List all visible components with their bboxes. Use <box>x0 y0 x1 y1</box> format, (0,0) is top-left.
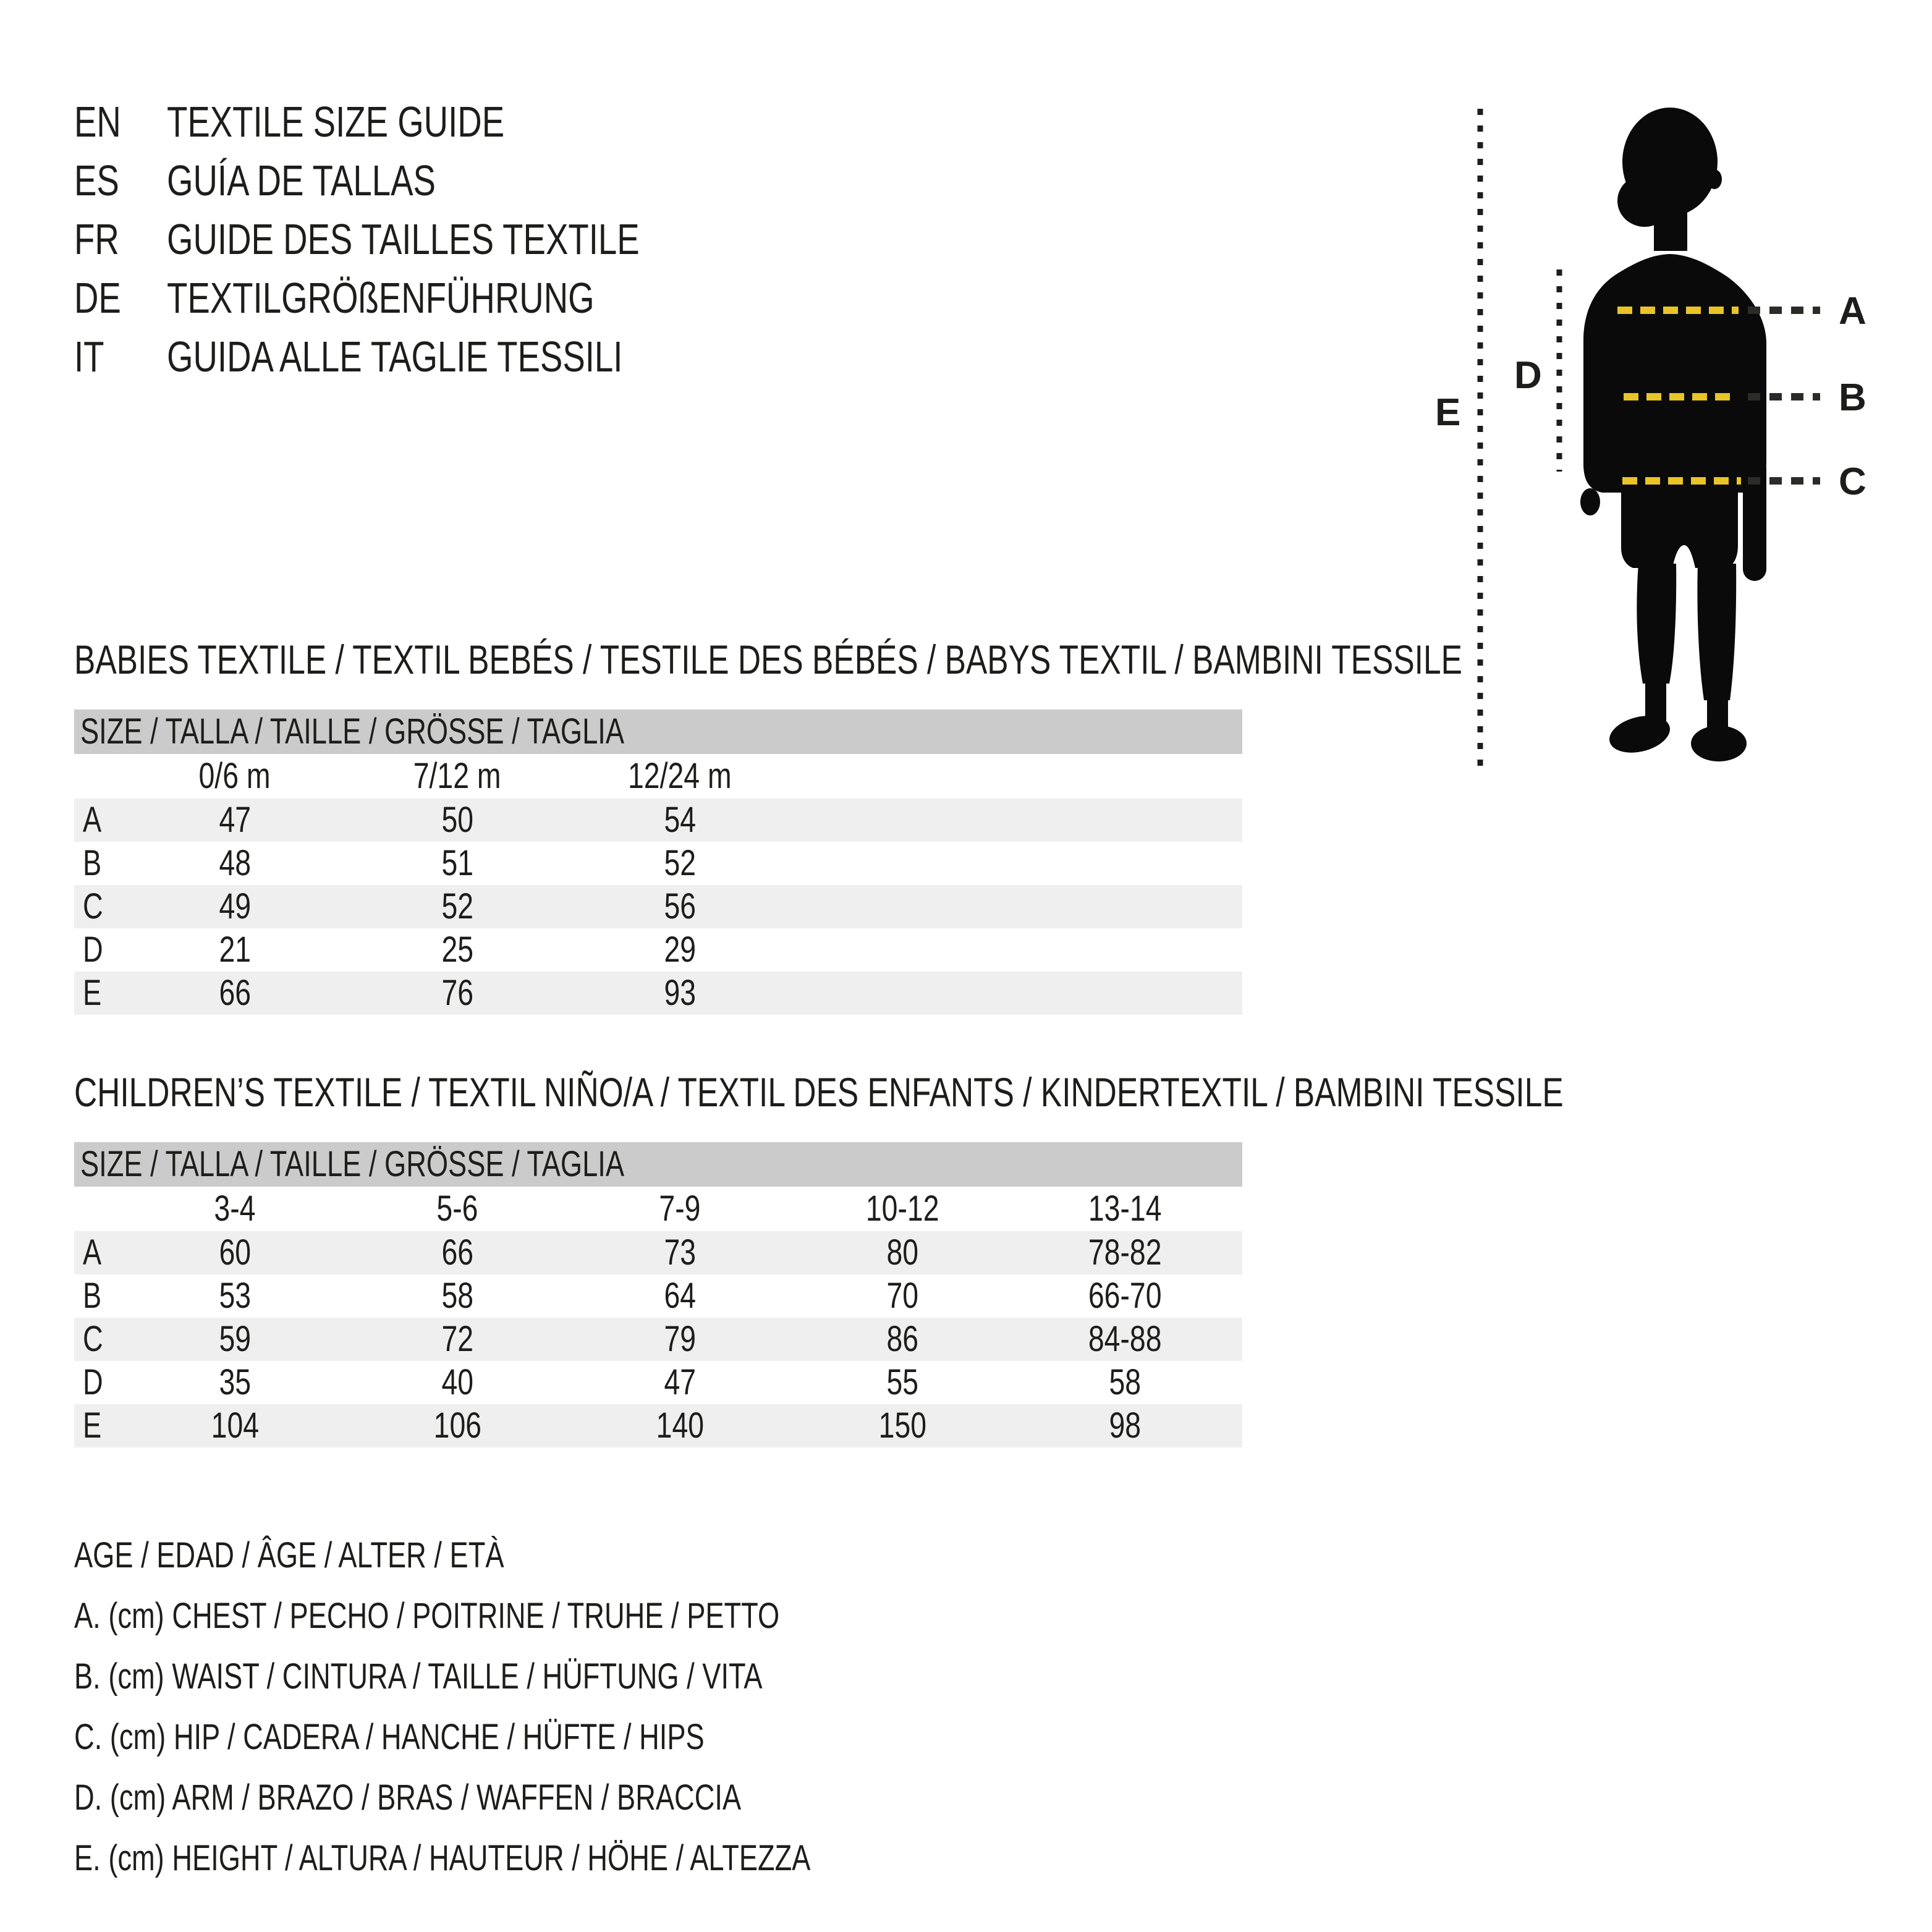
language-code-text: ES <box>74 156 119 205</box>
size-value-text: 21 <box>219 930 251 970</box>
legend-line <box>74 1768 1019 1828</box>
row-label-text: C <box>83 1319 103 1359</box>
table-row <box>74 1361 1242 1404</box>
size-value <box>569 1231 791 1274</box>
legend-line <box>74 1586 1019 1646</box>
table-row <box>74 842 1242 885</box>
size-value <box>346 972 569 1015</box>
column-header <box>569 754 791 799</box>
column-header <box>1014 1187 1236 1231</box>
size-value <box>569 1361 791 1404</box>
size-value-text: 80 <box>886 1232 918 1273</box>
children-table-header-bar <box>74 1142 1242 1187</box>
size-value-text: 25 <box>441 930 473 970</box>
size-value-text: 73 <box>664 1232 696 1273</box>
language-title <box>167 210 773 269</box>
size-value-text: 98 <box>1109 1405 1141 1446</box>
size-value <box>346 842 569 885</box>
row-label-text: A <box>83 800 102 840</box>
size-value <box>569 1318 791 1361</box>
row-label-text: E <box>83 973 102 1013</box>
language-title <box>167 328 773 386</box>
size-value-text: 50 <box>441 800 473 840</box>
language-title <box>167 151 773 210</box>
column-header <box>124 754 346 799</box>
language-code-text: IT <box>74 333 104 381</box>
babies-table-header-text: SIZE / TALLA / TAILLE / GRÖSSE / TAGLIA <box>80 711 625 752</box>
legend-line-text: AGE / EDAD / ÂGE / ALTER / ETÀ <box>74 1535 504 1575</box>
language-title-list <box>74 93 773 386</box>
babies-table-header-bar <box>74 710 1242 754</box>
size-value-text: 70 <box>886 1276 918 1316</box>
size-value <box>346 1404 569 1447</box>
size-value-text: 86 <box>886 1319 918 1359</box>
size-value <box>346 1318 569 1361</box>
row-label-text: D <box>83 1362 103 1402</box>
size-value <box>346 928 569 972</box>
children-table-rows <box>74 1231 1242 1447</box>
size-value <box>346 1361 569 1404</box>
size-value <box>791 1361 1014 1404</box>
size-value-text: 66-70 <box>1088 1276 1162 1316</box>
legend-line-text: C. (cm) HIP / CADERA / HANCHE / HÜFTE / HIPS <box>74 1717 705 1757</box>
size-value-text: 76 <box>441 973 473 1013</box>
row-label <box>74 799 124 842</box>
size-value <box>1014 1361 1236 1404</box>
column-header-text: 10-12 <box>865 1188 939 1229</box>
babies-section-title-text: BABIES TEXTILE / TEXTIL BEBÉS / TESTILE DES BÉBÉS / BABYS TEXTIL / BAMBINI TESSILE <box>74 637 1462 682</box>
arm-measure-line-d <box>1514 269 1559 472</box>
language-code-text: FR <box>74 215 119 263</box>
size-value-text: 47 <box>219 800 251 840</box>
row-label <box>74 928 124 972</box>
size-value-text: 35 <box>219 1362 251 1402</box>
column-header-text: 0/6 m <box>198 756 271 796</box>
size-value-text: 72 <box>441 1319 473 1359</box>
column-header <box>124 1187 346 1231</box>
size-value-text: 150 <box>878 1405 926 1446</box>
legend-line <box>74 1828 1019 1889</box>
size-value <box>124 972 346 1015</box>
column-header-text: 3-4 <box>214 1188 256 1229</box>
size-value <box>1014 1274 1236 1318</box>
language-title-text: GUÍA DE TALLAS <box>167 156 436 205</box>
size-value-text: 52 <box>664 843 696 883</box>
table-row <box>74 928 1242 972</box>
size-value-text: 59 <box>219 1319 251 1359</box>
size-value-text: 104 <box>211 1405 259 1446</box>
table-row <box>74 799 1242 842</box>
size-value-text: 140 <box>656 1405 704 1446</box>
size-value <box>791 1231 1014 1274</box>
column-header-text: 7-9 <box>659 1188 701 1229</box>
measure-label-a: A <box>1839 290 1866 333</box>
row-label <box>74 1318 124 1361</box>
size-value <box>346 1231 569 1274</box>
row-label <box>74 1361 124 1404</box>
table-row <box>74 1404 1242 1447</box>
size-value <box>124 928 346 972</box>
measure-label-e: E <box>1435 391 1461 434</box>
language-title-text: GUIDE DES TAILLES TEXTILE <box>167 215 640 263</box>
size-value <box>124 1318 346 1361</box>
size-value-text: 47 <box>664 1362 696 1402</box>
children-table-header-text: SIZE / TALLA / TAILLE / GRÖSSE / TAGLIA <box>80 1144 625 1184</box>
size-value <box>124 885 346 928</box>
legend-line-text: B. (cm) WAIST / CINTURA / TAILLE / HÜFTUNG / VITA <box>74 1656 763 1697</box>
size-value <box>346 885 569 928</box>
legend-line-text: A. (cm) CHEST / PECHO / POITRINE / TRUHE / PETTO <box>74 1596 780 1636</box>
language-title-text: GUIDA ALLE TAGLIE TESSILI <box>167 333 623 381</box>
size-value <box>791 1404 1014 1447</box>
size-value-text: 56 <box>664 886 696 926</box>
size-value-text: 49 <box>219 886 251 926</box>
size-value <box>569 799 791 842</box>
children-section-title <box>74 1070 1932 1114</box>
measure-label-b: B <box>1839 376 1866 419</box>
table-row <box>74 1318 1242 1361</box>
size-value <box>569 972 791 1015</box>
size-value-text: 78-82 <box>1088 1232 1162 1273</box>
size-value-text: 55 <box>886 1362 918 1402</box>
column-header <box>346 1187 569 1231</box>
column-header <box>346 754 569 799</box>
table-row <box>74 885 1242 928</box>
row-label <box>74 1404 124 1447</box>
column-header-text: 12/24 m <box>628 756 732 796</box>
size-value <box>124 842 346 885</box>
measurement-figure <box>1409 74 1932 816</box>
column-header-spacer <box>74 754 124 799</box>
size-value <box>569 885 791 928</box>
table-row <box>74 1231 1242 1274</box>
size-value-text: 64 <box>664 1276 696 1316</box>
language-code <box>74 269 167 328</box>
babies-size-table <box>74 710 1242 1015</box>
size-value <box>569 1274 791 1318</box>
language-title <box>167 93 773 151</box>
babies-column-header-row <box>74 754 1242 799</box>
size-value-text: 53 <box>219 1276 251 1316</box>
row-label <box>74 885 124 928</box>
row-label-text: D <box>83 930 103 970</box>
size-value-text: 84-88 <box>1088 1319 1162 1359</box>
size-value-text: 66 <box>219 973 251 1013</box>
babies-table-rows <box>74 799 1242 1015</box>
size-value <box>791 1318 1014 1361</box>
legend-line <box>74 1525 1019 1586</box>
row-label-text: E <box>83 1405 102 1446</box>
row-label <box>74 1274 124 1318</box>
size-value <box>569 928 791 972</box>
size-value-text: 40 <box>441 1362 473 1402</box>
size-value-text: 52 <box>441 886 473 926</box>
size-value-text: 51 <box>441 843 473 883</box>
size-value <box>124 1231 346 1274</box>
size-value-text: 66 <box>441 1232 473 1273</box>
size-value <box>346 1274 569 1318</box>
measure-label-d: D <box>1514 354 1542 397</box>
row-label-text: B <box>83 1276 102 1316</box>
size-value <box>1014 1318 1236 1361</box>
children-column-header-row <box>74 1187 1242 1231</box>
size-value <box>791 1274 1014 1318</box>
column-header-spacer <box>74 1187 124 1231</box>
language-code-text: EN <box>74 98 121 146</box>
table-row <box>74 972 1242 1015</box>
size-value-text: 58 <box>441 1276 473 1316</box>
size-value <box>124 1274 346 1318</box>
row-label <box>74 1231 124 1274</box>
size-value <box>124 1361 346 1404</box>
language-title <box>167 269 773 328</box>
size-value-text: 93 <box>664 973 696 1013</box>
language-code <box>74 151 167 210</box>
size-value <box>569 1404 791 1447</box>
size-value-text: 79 <box>664 1319 696 1359</box>
language-code-text: DE <box>74 274 121 322</box>
column-header-text: 13-14 <box>1088 1188 1162 1229</box>
size-value-text: 48 <box>219 843 251 883</box>
size-value <box>1014 1404 1236 1447</box>
size-value-text: 106 <box>433 1405 481 1446</box>
language-title-text: TEXTILGRÖßENFÜHRUNG <box>167 274 595 322</box>
legend-line-text: E. (cm) HEIGHT / ALTURA / HAUTEUR / HÖHE / ALTEZZA <box>74 1838 811 1878</box>
size-value-text: 29 <box>664 930 696 970</box>
children-section-title-text: CHILDREN’S TEXTILE / TEXTIL NIÑO/A / TEXTIL DES ENFANTS / KINDERTEXTIL / BAMBINI TESSILE <box>74 1069 1564 1115</box>
row-label <box>74 842 124 885</box>
babies-section-title <box>74 638 1854 681</box>
row-label-text: C <box>83 886 103 926</box>
size-value <box>1014 1231 1236 1274</box>
size-value <box>124 799 346 842</box>
language-title-text: TEXTILE SIZE GUIDE <box>167 98 505 146</box>
row-label <box>74 972 124 1015</box>
legend-line <box>74 1707 1019 1768</box>
table-row <box>74 1274 1242 1318</box>
size-value-text: 54 <box>664 800 696 840</box>
measurement-legend <box>74 1525 1019 1889</box>
size-value <box>569 842 791 885</box>
size-value-text: 58 <box>1109 1362 1141 1402</box>
size-value <box>124 1404 346 1447</box>
legend-line <box>74 1646 1019 1707</box>
column-header-text: 5-6 <box>436 1188 478 1229</box>
column-header <box>791 1187 1014 1231</box>
row-label-text: B <box>83 843 102 883</box>
language-code <box>74 210 167 269</box>
legend-line-text: D. (cm) ARM / BRAZO / BRAS / WAFFEN / BRACCIA <box>74 1777 742 1818</box>
language-code <box>74 93 167 151</box>
column-header-text: 7/12 m <box>413 756 501 796</box>
size-value <box>346 799 569 842</box>
measure-label-c: C <box>1839 460 1866 503</box>
column-header <box>569 1187 791 1231</box>
size-value-text: 60 <box>219 1232 251 1273</box>
language-code <box>74 328 167 386</box>
children-size-table <box>74 1142 1242 1447</box>
row-label-text: A <box>83 1232 102 1273</box>
